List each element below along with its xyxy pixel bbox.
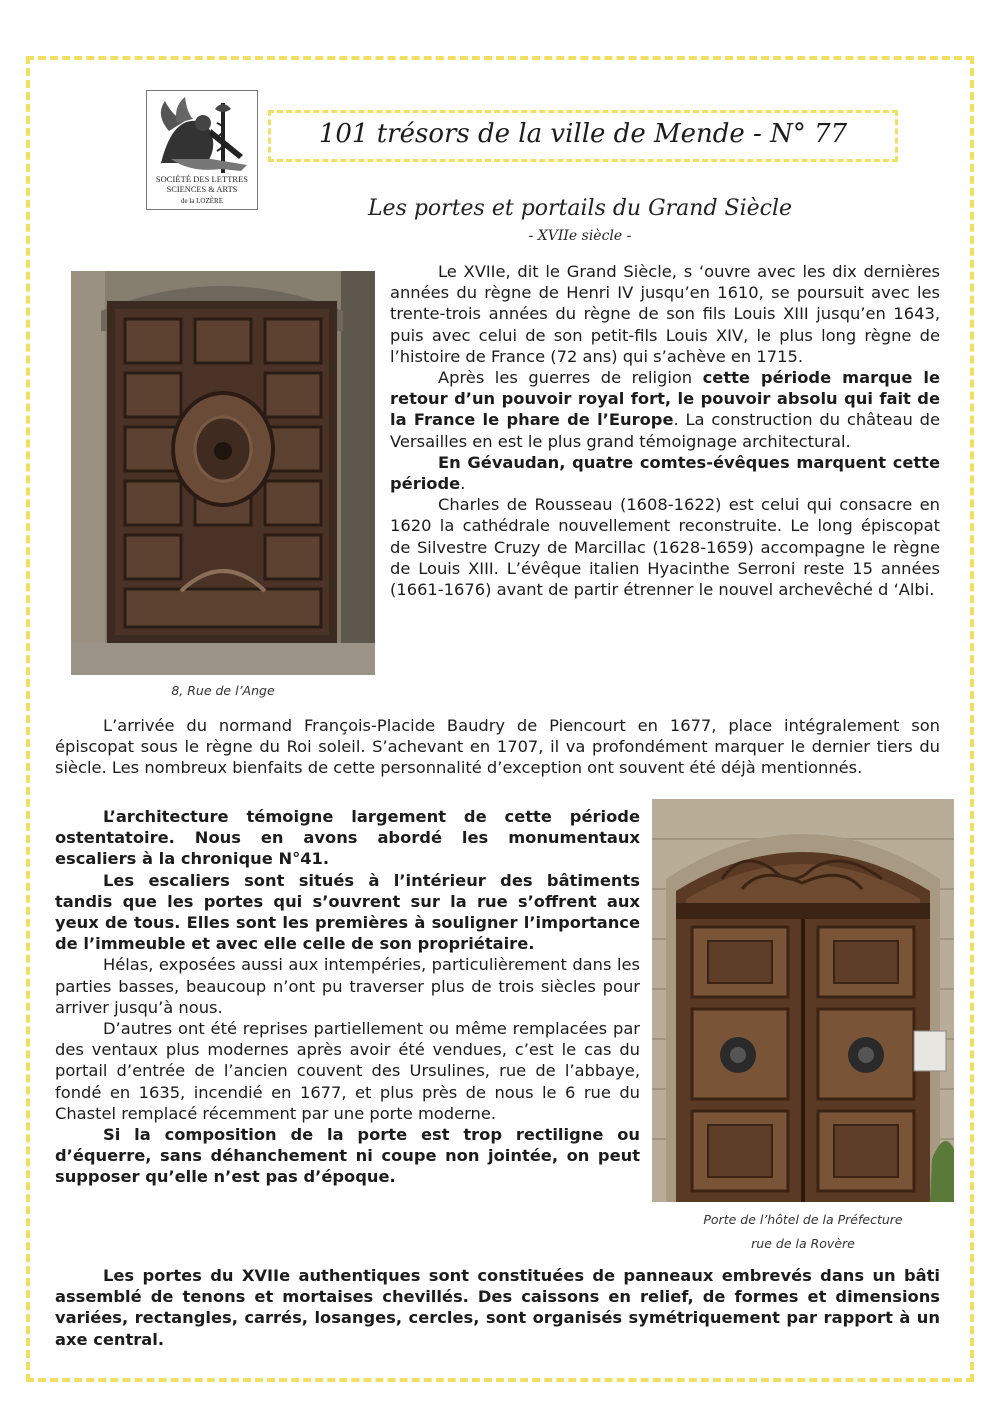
paragraph-5: L’arrivée du normand François-Placide Baudry de Piencourt en 1677, place intégralement son épiscopat sous le règne du Roi soleil. S’achevant en 1707, il va profondément marquer le dernier tiers du siècle. Les nombreux bienfaits de cette personnalité d’exception ont souvent été déjà mentionnés. — [55, 716, 940, 778]
paragraph-4: Charles de Rousseau (1608-1622) est celui qui consacre en 1620 la cathédrale nouvellement reconstruite. Le long épiscopat de Silvestre Cruzy de Marcillac (1628-1659) accompagne le règne de Louis XIII. L’évêque italien Hyacinthe Serroni reste 15 années (1661-1676) avant de partir étrenner le nouvel archevêché d ‘Albi. — [390, 495, 940, 600]
logo-line-2: SCIENCES & ARTS — [166, 185, 238, 194]
paragraph-1: Le XVIIe, dit le Grand Siècle, s ‘ouvre avec les dix dernières années du règne de Henri IV jusqu’en 1610, se poursuit avec les trente-trois années du règne de son fils Louis XIII jusqu’en 1643, puis avec celui de son petit-fils Louis XIV, le plus long règne de l’histoire de France (72 ans) qui s’achève en 1715. — [390, 262, 940, 366]
text-block-intro — [390, 261, 940, 600]
article-century: - XVIIe siècle - — [528, 228, 632, 244]
paragraph-2 — [390, 367, 940, 452]
paragraph-11: Les portes du XVIIe authentiques sont constituées de panneaux embrevés dans un bâti assemblé de tenons et mortaises chevillés. Des caissons en relief, de formes et dimensions variées, rectangles, carrés, losanges, cercles, sont organisés symétriquement par rapport à un axe central. — [55, 1266, 940, 1349]
society-logo — [146, 90, 258, 210]
paragraph-10: Si la composition de la porte est trop rectiligne ou d’équerre, sans déhanchement ni coupe non jointée, on peut supposer qu’elle n’est pas d’époque. — [55, 1125, 640, 1187]
paragraph-9: D’autres ont été reprises partiellement ou même remplacées par des ventaux plus modernes après avoir été vendues, c’est le cas du portail d’entrée de l’ancien couvent des Ursulines, rue de l’abbaye, fondé en 1635, incendié en 1677, et plus près de nous le 6 rue du Chastel remplacé récemment par une porte moderne. — [55, 1019, 640, 1123]
text-block-piencourt — [55, 715, 940, 779]
paragraph-2-end: . La construction du château de Versailles en est le plus grand témoignage architectural. — [390, 410, 940, 451]
paragraph-3-end: . — [460, 474, 466, 494]
door-photo-prefecture — [652, 799, 954, 1202]
paragraph-3-bold: En Gévaudan, quatre comtes-évêques marquent cette période — [390, 452, 940, 494]
door2-caption-line2: rue de la Rovère — [751, 1236, 855, 1251]
article-title: Les portes et portails du Grand Siècle — [367, 196, 793, 221]
text-block-conclusion — [55, 1265, 940, 1350]
door2-caption — [652, 1208, 954, 1256]
door-photo-rue-de-lange — [71, 271, 375, 675]
paragraph-2-start: Après les guerres de religion — [438, 368, 703, 388]
page-title: 101 trésors de la ville de Mende - N° 77 — [318, 119, 848, 149]
paragraph-3 — [390, 452, 940, 494]
paragraph-2-bold: cette période marque le retour d’un pouvoir royal fort, le pouvoir absolu qui fait de la France le phare de l’Europe — [390, 368, 941, 430]
title-box — [268, 110, 898, 162]
text-block-architecture — [55, 806, 640, 1188]
paragraph-6: L’architecture témoigne largement de cette période ostentatoire. Nous en avons abordé les monumentaux escaliers à la chronique N°41. — [55, 807, 640, 869]
hermes-emblem-icon — [151, 93, 255, 175]
logo-line-1: SOCIÉTÉ DES LETTRES — [155, 175, 249, 184]
logo-line-3: de la LOZÈRE — [181, 197, 223, 205]
door2-caption-line1: Porte de l’hôtel de la Préfecture — [703, 1212, 903, 1227]
door1-caption: 8, Rue de l’Ange — [171, 683, 275, 698]
paragraph-8: Hélas, exposées aussi aux intempéries, particulièrement dans les parties basses, beaucoup n’ont pu traverser plus de trois siècles pour arriver jusqu’à nous. — [55, 955, 640, 1017]
paragraph-7: Les escaliers sont situés à l’intérieur des bâtiments tandis que les portes qui s’ouvrent sur la rue s’offrent aux yeux de tous. Elles sont les premières à souligner l’importance de l’immeuble et avec elle celle de son propriétaire. — [55, 870, 640, 954]
